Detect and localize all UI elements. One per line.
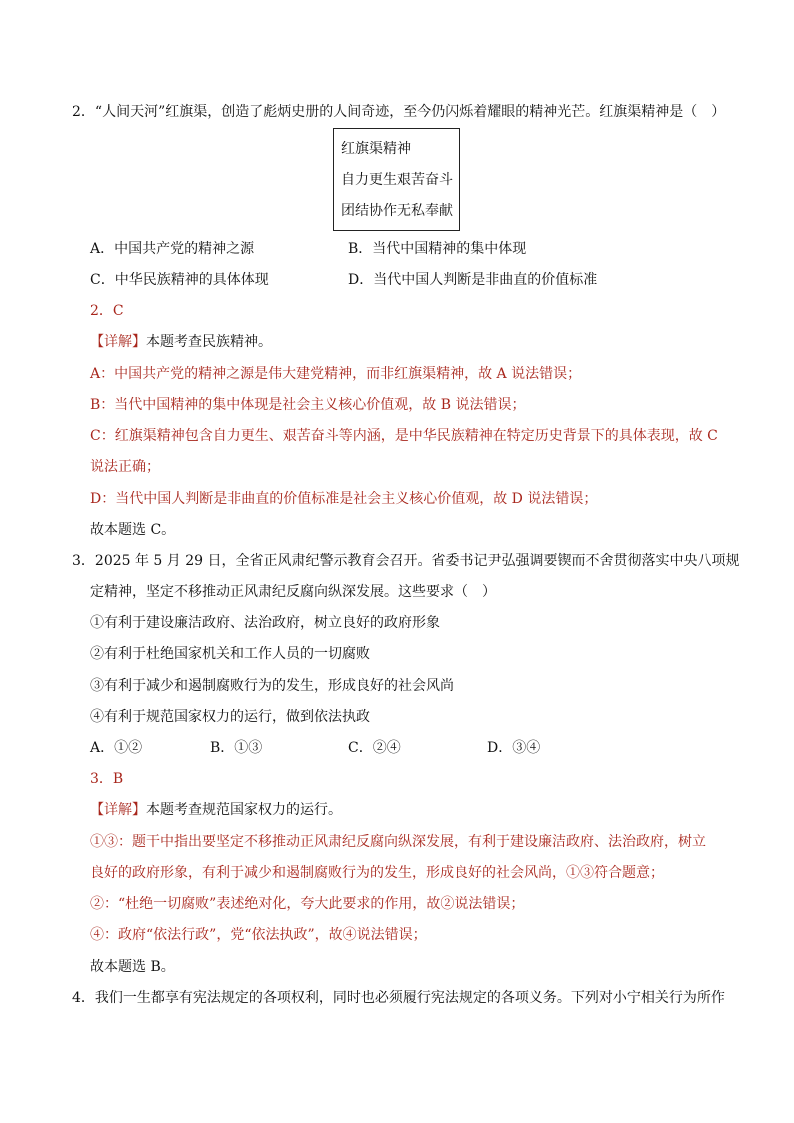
- q4-stem-line-1: 4．我们一生都享有宪法规定的各项权利，同时也必须履行宪法规定的各项义务。下列对小宁相关行为所作: [72, 990, 725, 1006]
- q3-option-c: C．②④: [348, 740, 401, 756]
- q3-option-d: D．③④: [487, 740, 541, 756]
- q3-stem-line-1: 3．2025 年 5 月 29 日，全省正风肃纪警示教育会召开。省委书记尹弘强调要锲而不舍贯彻落实中央八项规: [72, 553, 740, 569]
- q2-explain-d: D：当代中国人判断是非曲直的价值标准是社会主义核心价值观，故 D 说法错误；: [90, 491, 598, 507]
- q2-stem: 2．“人间天河”红旗渠，创造了彪炳史册的人间奇迹，至今仍闪烁着耀眼的精神光芒。红旗渠精神是（ ）: [72, 104, 726, 120]
- q3-detail-tag: 【详解】: [90, 802, 146, 818]
- q2-conclusion: 故本题选 C。: [90, 522, 176, 538]
- q3-statement-1: ①有利于建设廉洁政府、法治政府，树立良好的政府形象: [90, 615, 440, 631]
- q2-box-line-3: 团结协作无私奉献: [341, 203, 453, 219]
- q2-option-a: A．中国共产党的精神之源: [90, 241, 255, 257]
- q3-option-a: A．①②: [90, 740, 143, 756]
- q2-option-c: C．中华民族精神的具体体现: [90, 272, 269, 288]
- q3-detail: [90, 800, 342, 820]
- q2-answer: 2．C: [90, 303, 124, 319]
- q2-detail: [90, 332, 272, 352]
- q3-explain-13: ①③：题干中指出要坚定不移推动正风肃纪反腐向纵深发展，有利于建设廉洁政府、法治政府，树立: [90, 834, 706, 850]
- q3-stem-line-2: 定精神，坚定不移推动正风肃纪反腐向纵深发展。这些要求（ ）: [90, 584, 496, 600]
- q3-answer: 3．B: [90, 771, 124, 787]
- q2-info-box: [333, 128, 460, 231]
- q3-explain-4: ④：政府“依法行政”，党“依法执政”，故④说法错误；: [90, 927, 427, 943]
- q3-explain-13-cont: 良好的政府形象，有利于减少和遏制腐败行为的发生，形成良好的社会风尚，①③符合题意；: [90, 865, 664, 881]
- q3-statement-4: ④有利于规范国家权力的运行，做到依法执政: [90, 709, 370, 725]
- q2-detail-intro: 本题考查民族精神。: [146, 334, 272, 350]
- q3-detail-intro: 本题考查规范国家权力的运行。: [146, 802, 342, 818]
- q2-option-d: D．当代中国人判断是非曲直的价值标准: [348, 272, 598, 288]
- q2-explain-b: B：当代中国精神的集中体现是社会主义核心价值观，故 B 说法错误；: [90, 397, 526, 413]
- q3-statement-2: ②有利于杜绝国家机关和工作人员的一切腐败: [90, 646, 370, 662]
- q2-box-line-2: 自力更生艰苦奋斗: [341, 172, 453, 188]
- q3-conclusion: 故本题选 B。: [90, 959, 175, 975]
- q2-detail-tag: 【详解】: [90, 334, 146, 350]
- q2-box-line-1: 红旗渠精神: [341, 141, 411, 157]
- q2-option-b: B．当代中国精神的集中体现: [348, 241, 527, 257]
- q3-option-b: B．①③: [210, 740, 263, 756]
- q3-statement-3: ③有利于减少和遏制腐败行为的发生，形成良好的社会风尚: [90, 678, 454, 694]
- q2-explain-c-cont: 说法正确；: [90, 459, 160, 475]
- q2-explain-c: C：红旗渠精神包含自力更生、艰苦奋斗等内涵，是中华民族精神在特定历史背景下的具体表现，故 C: [90, 428, 718, 444]
- q3-explain-2: ②：“杜绝一切腐败”表述绝对化，夸大此要求的作用，故②说法错误；: [90, 896, 525, 912]
- q2-explain-a: A：中国共产党的精神之源是伟大建党精神，而非红旗渠精神，故 A 说法错误；: [90, 366, 582, 382]
